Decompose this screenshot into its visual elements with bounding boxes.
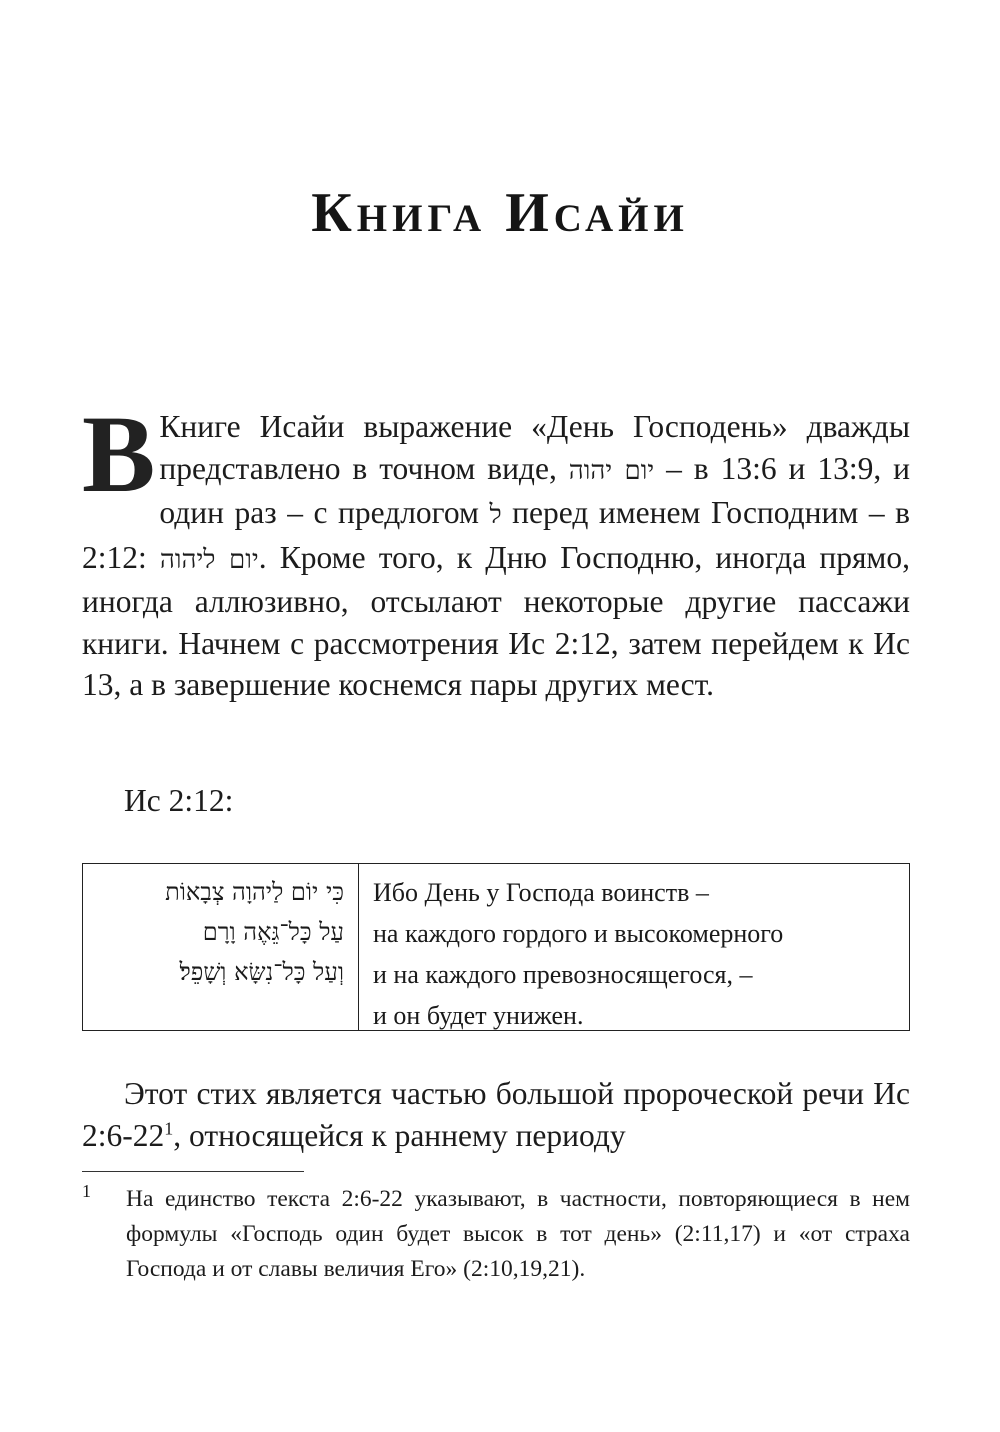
russian-line: на каждого гордого и высокомерного (373, 919, 784, 948)
russian-line: Ибо День у Господа воинств – (373, 878, 709, 907)
verse-table (82, 863, 910, 1031)
intro-text-part4: . Кроме того, к Дню Господню, иногда прямо, иногда аллюзивно, отсылают некоторые другие пассажи книги. Начнем с рассмотрения Ис 2:12, затем перейдем к Ис 13, а в завершение коснемся пары других мест. (82, 539, 910, 702)
hebrew-line: וְעַל כָּל־נִשָּׂא וְשָׁפֵל׃ (179, 958, 344, 986)
footnote-text: На единство текста 2:6-22 указывают, в частности, повторяющиеся в нем формулы «Господь один будет высок в тот день» (2:11,17) и «от страха Господа и от славы величия Его» (2:10,19,21). (126, 1186, 910, 1282)
footnote-reference[interactable]: 1 (164, 1118, 174, 1138)
verse-hebrew-column (83, 864, 359, 1030)
hebrew-preposition-lamed: ל (489, 500, 502, 530)
footnote-number: 1 (82, 1181, 91, 1201)
intro-text-part3: перед именем Господним – в 2:12: (82, 495, 910, 575)
russian-line: и он будет унижен. (373, 1001, 584, 1030)
hebrew-phrase-yom-layhwh: יום ליהוה (159, 544, 259, 575)
intro-paragraph (82, 393, 911, 706)
footnote-divider (82, 1171, 304, 1172)
hebrew-line: עַל כָּל־גֵּאֶה וָרָם (202, 918, 344, 946)
hebrew-phrase-yom-yhwh: יום יהוה (568, 455, 655, 486)
verse-russian-column (359, 864, 909, 1030)
drop-cap: В (82, 393, 156, 515)
verse-reference: Ис 2:12: (124, 783, 234, 818)
commentary-paragraph (82, 1073, 910, 1156)
intro-text-part1: Книге Исайи выражение «День Господень» дважды представлено в точном виде, (159, 409, 910, 486)
commentary-text-part1: Этот стих является частью большой пророческой речи Ис 2:6-22 (82, 1076, 910, 1153)
chapter-title: Книга Исайи (311, 182, 689, 244)
commentary-text-part2: , относящейся к раннему периоду (173, 1117, 626, 1153)
hebrew-line: כִּי יוֹם לַיהוָה צְבָאוֹת (165, 878, 344, 906)
footnote (82, 1182, 910, 1287)
russian-line: и на каждого превозносящегося, – (373, 960, 753, 989)
intro-text-part2: – в 13:6 и 13:9, и один раз – с предлогом (159, 450, 911, 530)
